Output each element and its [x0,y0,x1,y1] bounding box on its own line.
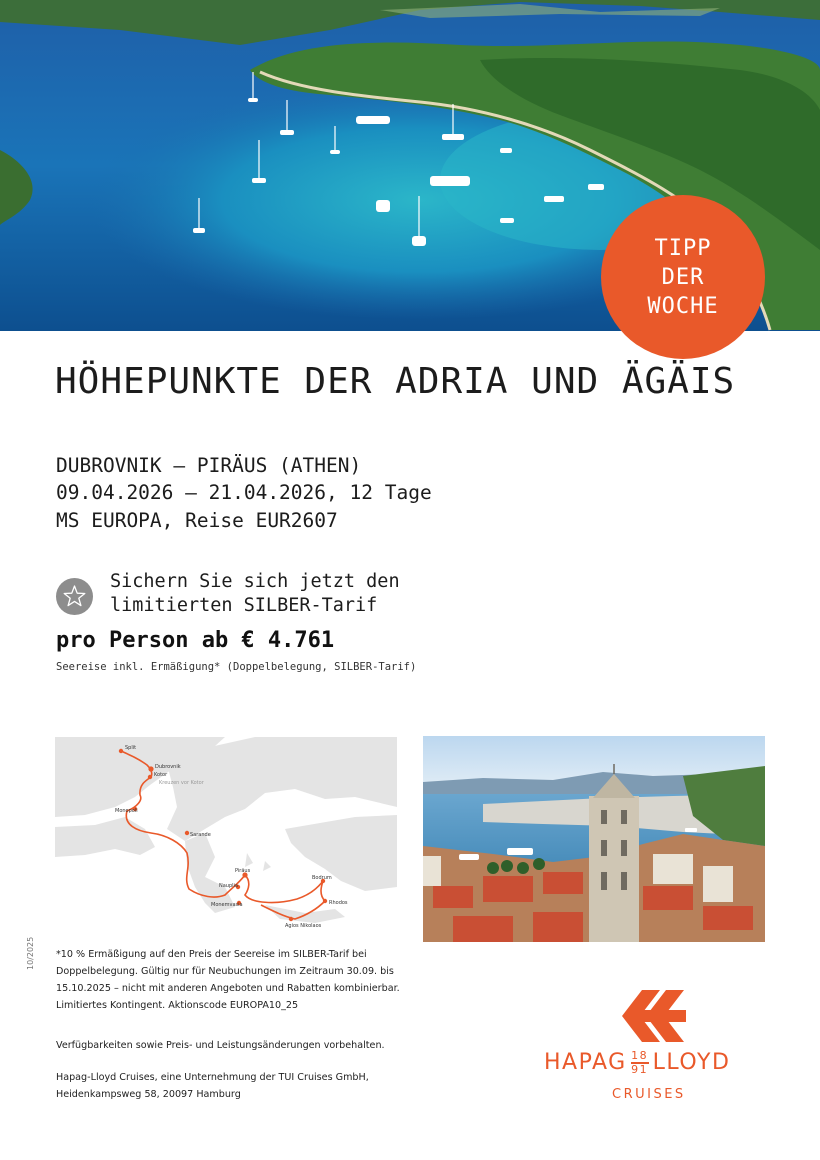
port-label-split: Split [125,745,137,751]
company-address [56,1069,396,1103]
badge-line-1: TIPP [654,235,712,261]
promo-line-2: limitierten SILBER-Tarif [110,595,378,616]
offer-route: DUBROVNIK – PIRÄUS (ATHEN) [56,454,362,477]
logo-cruises: CRUISES [612,1087,686,1102]
offer-dates: 09.04.2026 – 21.04.2026, 12 Tage [56,481,432,504]
port-label-piraeus: Piräus [235,868,251,874]
port-label-kotor: Kotor [154,772,168,778]
map-note: Kreuzen vor Kotor [159,780,204,786]
logo-years [631,1050,649,1076]
route-map [55,737,397,932]
edition-code: 10/2025 [26,936,35,970]
logo-year-top: 18 [631,1049,649,1062]
logo-wordmark [544,1050,730,1076]
port-label-monopoli: Monopoli [115,808,138,814]
promo-text [110,570,400,618]
company-line-1: Hapag-Lloyd Cruises, eine Unternehmung der TUI Cruises GmbH, [56,1072,369,1083]
company-line-2: Heidenkampsweg 58, 20097 Hamburg [56,1089,241,1100]
split-city-photo [423,736,765,942]
offer-title: HÖHEPUNKTE DER ADRIA UND ÄGÄIS [55,361,736,402]
logo-left-word: HAPAG [544,1050,627,1076]
port-label-monemvasia: Monemvasia [211,902,243,908]
badge-line-3: WOCHE [647,293,719,319]
availability-note: Verfügbarkeiten sowie Preis- und Leistungsänderungen vorbehalten. [56,1040,385,1051]
tipp-der-woche-badge [601,195,765,359]
logo-right-word: LLOYD [652,1050,731,1076]
hapag-lloyd-logo [540,990,770,1110]
port-label-dubrovnik: Dubrovnik [155,764,181,770]
port-label-sarande: Sarande [190,832,211,838]
star-icon [56,578,93,615]
port-label-bodrum: Bodrum [312,875,332,881]
price: pro Person ab € 4.761 [56,628,335,653]
logo-arrows-icon [622,990,686,1042]
offer-ship: MS EUROPA, Reise EUR2607 [56,509,338,532]
port-label-nauplia: Nauplia [219,883,238,889]
price-note: Seereise inkl. Ermäßigung* (Doppelbelegung, SILBER-Tarif) [56,661,417,673]
badge-line-2: DER [661,264,705,290]
port-label-agios-nikolaos: Agios Nikolaos [285,923,322,929]
promo-line-1: Sichern Sie sich jetzt den [110,571,400,592]
logo-year-bottom: 91 [631,1062,649,1076]
disclaimer-text: *10 % Ermäßigung auf den Preis der Seereise im SILBER-Tarif bei Doppelbelegung. Gültig nur für Neubuchungen im Zeitraum 30.09. bis 15.10.2025 – nicht mit anderen Angeboten und Rabatten kombinierbar. Limitiertes Kontingent. Aktionscode EUROPA10_25 [56,949,400,1011]
port-label-rhodos: Rhodos [329,900,348,906]
